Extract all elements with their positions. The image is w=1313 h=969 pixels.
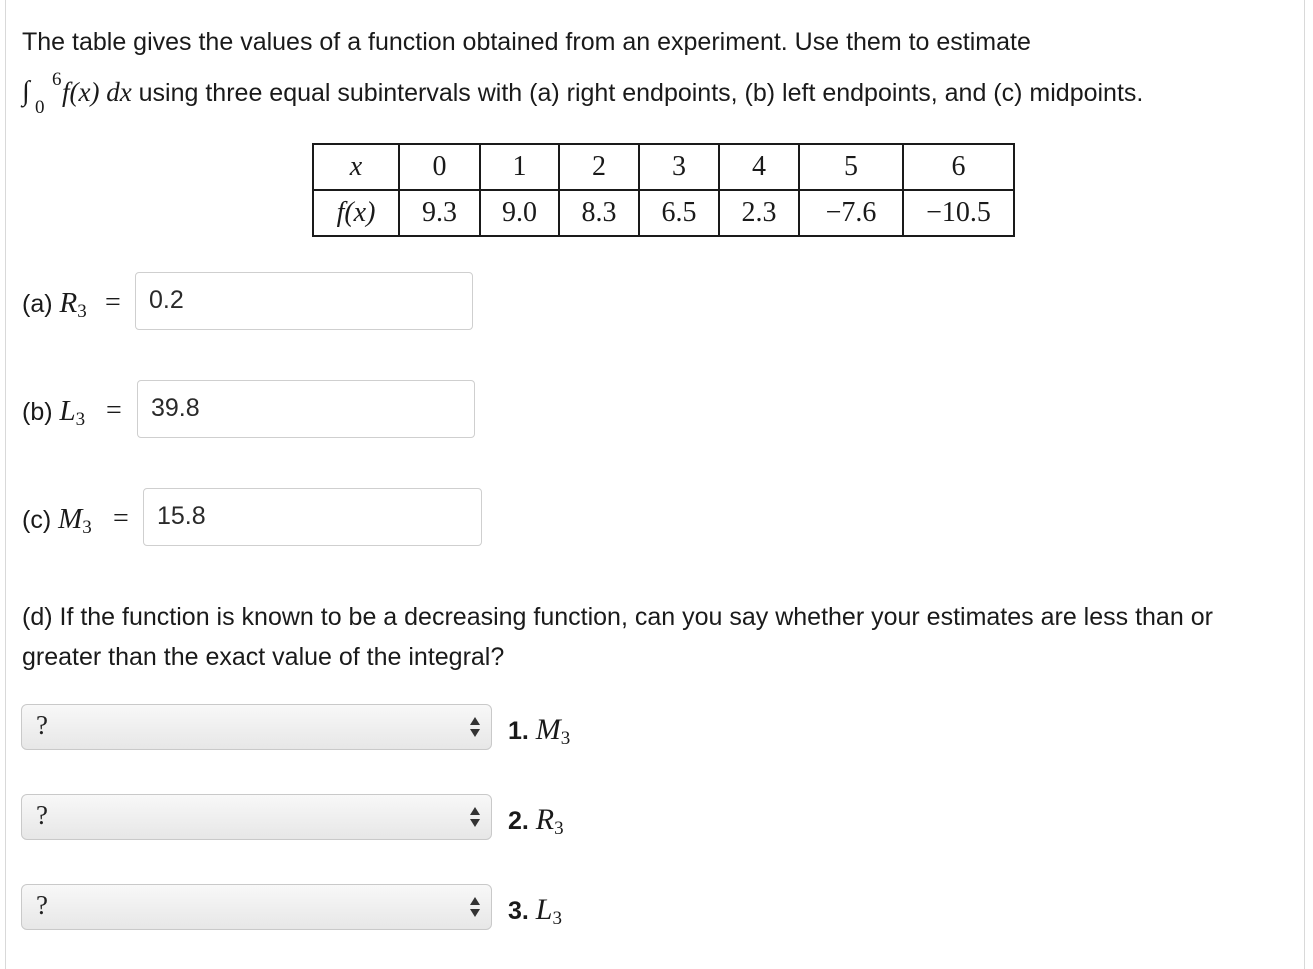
answer-a-input[interactable]: 0.2 — [135, 272, 473, 330]
equals-sign: = — [113, 503, 129, 534]
dropdown-3-value: ? — [36, 890, 48, 920]
fx-cell: −7.6 — [799, 190, 903, 236]
question-line-2-text: using three equal subintervals with (a) right endpoints, (b) left endpoints, and (c) midpoints. — [131, 79, 1144, 107]
x-row-header: x — [313, 144, 399, 190]
select-arrows-icon — [469, 806, 481, 828]
select-arrows-icon — [469, 716, 481, 738]
answer-c-input[interactable]: 15.8 — [143, 488, 482, 546]
answer-c-label: (c) $M_3$ — [22, 503, 92, 538]
integral-symbol: ∫ 6 0 — [22, 74, 62, 110]
question-line-2 — [22, 69, 1144, 118]
x-cell: 2 — [559, 144, 639, 190]
fx-cell: 8.3 — [559, 190, 639, 236]
fx-cell: 6.5 — [639, 190, 719, 236]
answer-a-label: (a) $R_3$ — [22, 287, 87, 322]
fx-cell: −10.5 — [903, 190, 1014, 236]
fx-row — [313, 190, 1014, 236]
x-cell: 5 — [799, 144, 903, 190]
option-2-label: 2. $R_3$ — [508, 803, 564, 839]
integral-upper-limit: 6 — [52, 69, 62, 90]
fx-cell: 9.0 — [480, 190, 559, 236]
dropdown-3[interactable] — [21, 884, 492, 930]
answer-b-input[interactable]: 39.8 — [137, 380, 475, 438]
integrand: f(x) dx — [62, 77, 132, 107]
option-1-label: 1. $M_3$ — [508, 713, 571, 749]
equals-sign: = — [105, 287, 121, 318]
dropdown-1[interactable] — [21, 704, 492, 750]
x-cell: 0 — [399, 144, 480, 190]
part-d-text: (d) If the function is known to be a decreasing function, can you say whether your estimates are less than or greater than the exact value of the integral? — [22, 603, 1213, 671]
integral-lower-limit: 0 — [35, 97, 45, 118]
select-arrows-icon — [469, 896, 481, 918]
x-row — [313, 144, 1014, 190]
x-cell: 4 — [719, 144, 799, 190]
fx-row-header: f(x) — [313, 190, 399, 236]
dropdown-1-value: ? — [36, 710, 48, 740]
dropdown-2-value: ? — [36, 800, 48, 830]
x-cell: 1 — [480, 144, 559, 190]
dropdown-2[interactable] — [21, 794, 492, 840]
x-cell: 3 — [639, 144, 719, 190]
x-cell: 6 — [903, 144, 1014, 190]
values-table — [312, 143, 1015, 237]
fx-cell: 9.3 — [399, 190, 480, 236]
question-line-1: The table gives the values of a function obtained from an experiment. Use them to estimate — [22, 28, 1031, 56]
answer-b-label: (b) $L_3$ — [22, 395, 86, 430]
option-3-label: 3. $L_3$ — [508, 893, 562, 929]
equals-sign: = — [106, 395, 122, 426]
fx-cell: 2.3 — [719, 190, 799, 236]
